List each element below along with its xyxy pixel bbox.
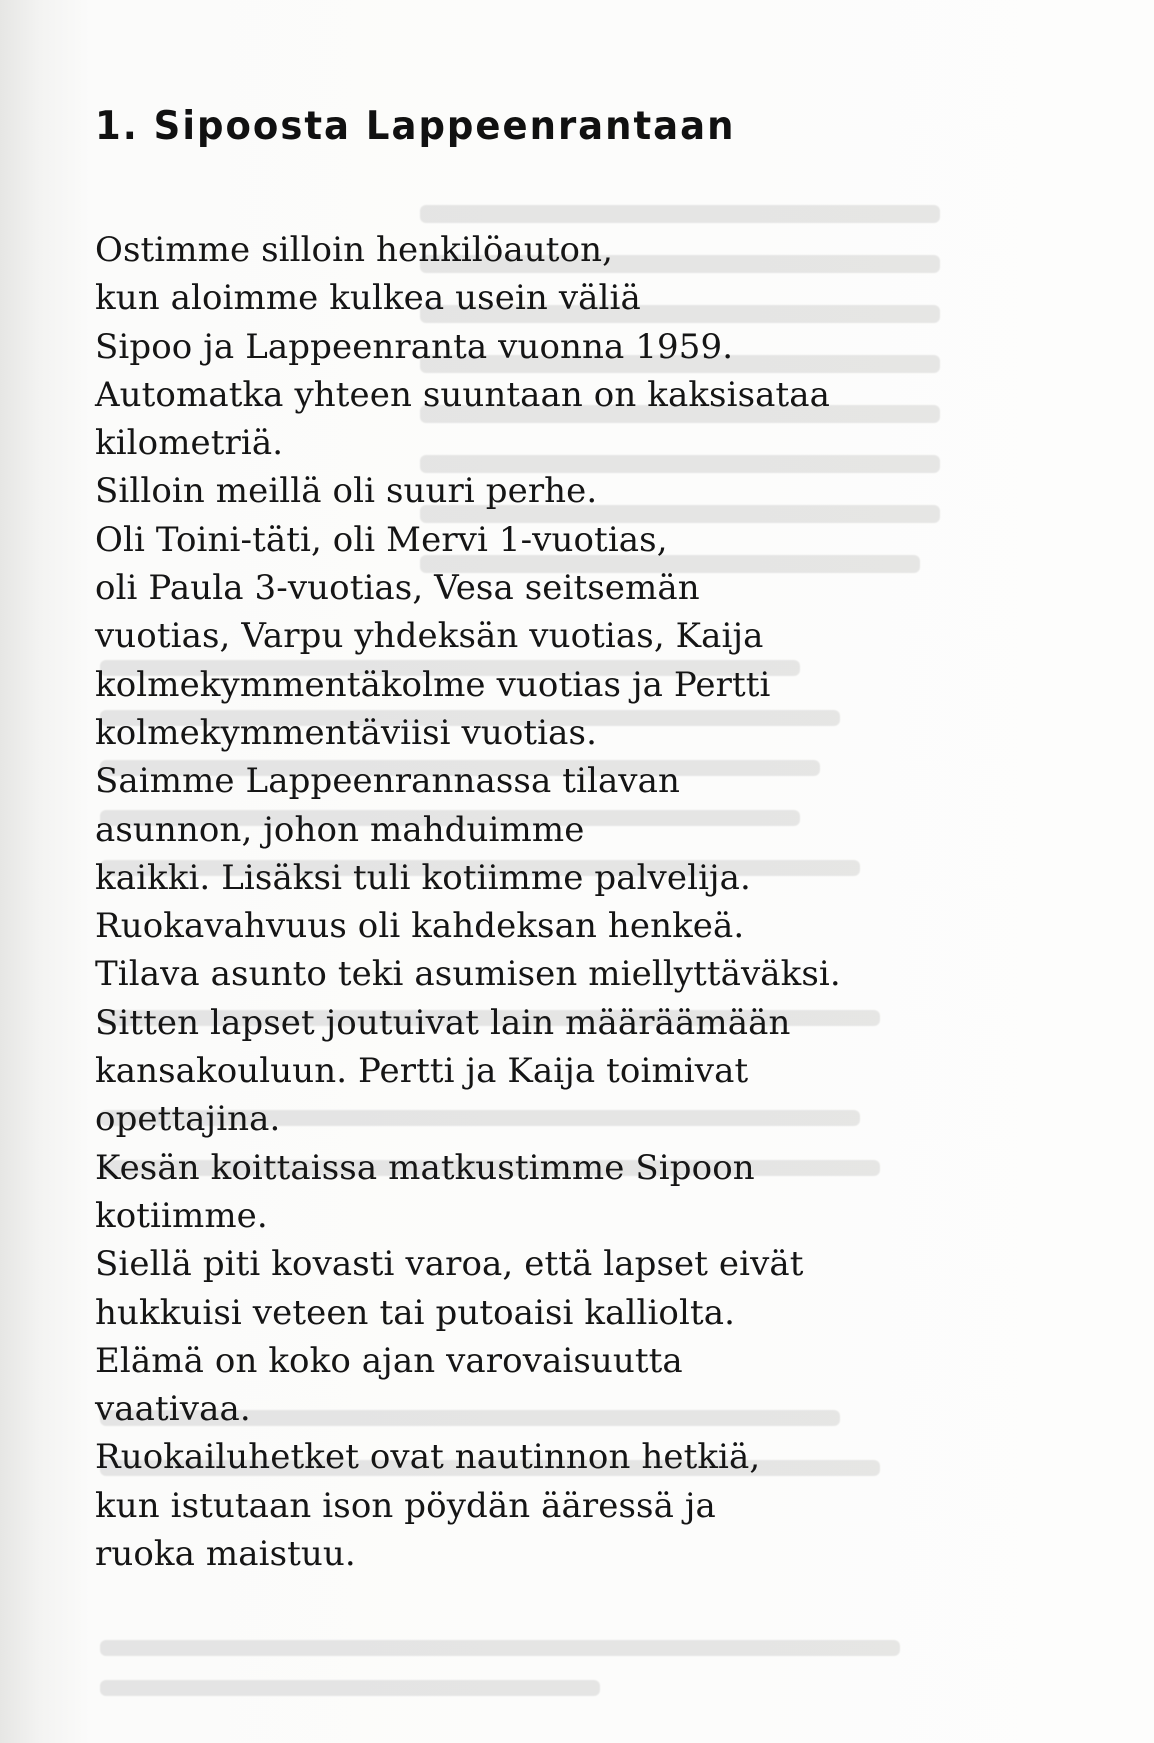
text-line: Ostimme silloin henkilöauton,	[95, 230, 614, 270]
text-line: Tilava asunto teki asumisen miellyttäväksi.	[95, 954, 841, 995]
text-line: kilometriä.	[95, 423, 284, 464]
text-line: vuotias, Varpu yhdeksän vuotias, Kaija	[95, 616, 764, 657]
text-line: kolmekymmentäviisi vuotias.	[95, 712, 597, 753]
text-line: Kesän koittaissa matkustimme Sipoon	[95, 1147, 755, 1188]
text-line: opettajina.	[95, 1099, 281, 1140]
text-line: Siellä piti kovasti varoa, että lapset eivät	[95, 1244, 804, 1285]
text-line: kolmekymmentäkolme vuotias ja Pertti	[95, 664, 771, 705]
text-line: Sipoo ja Lappeenranta vuonna 1959.	[95, 326, 734, 367]
body-text	[95, 226, 1095, 1578]
text-line: vaativaa.	[95, 1389, 251, 1430]
text-line: kun istutaan ison pöydän ääressä ja	[95, 1485, 716, 1526]
text-line: Oli Toini-täti, oli Mervi 1-vuotias,	[95, 519, 668, 560]
text-line: Elämä on koko ajan varovaisuutta	[95, 1340, 683, 1381]
text-line: oli Paula 3-vuotias, Vesa seitsemän	[95, 568, 700, 609]
text-line: hukkuisi veteen tai putoaisi kalliolta.	[95, 1292, 736, 1333]
text-line: asunnon, johon mahduimme	[95, 809, 585, 850]
text-line: kotiimme.	[95, 1195, 268, 1236]
text-line: kaikki. Lisäksi tuli kotiimme palvelija.	[95, 857, 751, 898]
text-line: Saimme Lappeenrannassa tilavan	[95, 761, 680, 802]
text-line: Ruokailuhetket ovat nautinnon hetkiä,	[95, 1437, 761, 1478]
text-line: Silloin meillä oli suuri perhe.	[95, 471, 598, 512]
text-line: ruoka maistuu.	[95, 1534, 356, 1575]
text-line: Automatka yhteen suuntaan on kaksisataa	[95, 374, 830, 415]
text-line: Sitten lapset joutuivat lain määräämään	[95, 1002, 791, 1043]
text-line: kun aloimme kulkea usein väliä	[95, 278, 641, 319]
chapter-heading: 1. Sipoosta Lappeenrantaan	[95, 103, 736, 149]
text-line: Ruokavahvuus oli kahdeksan henkeä.	[95, 906, 745, 947]
document-content	[95, 100, 1095, 1578]
text-line: kansakouluun. Pertti ja Kaija toimivat	[95, 1051, 749, 1092]
